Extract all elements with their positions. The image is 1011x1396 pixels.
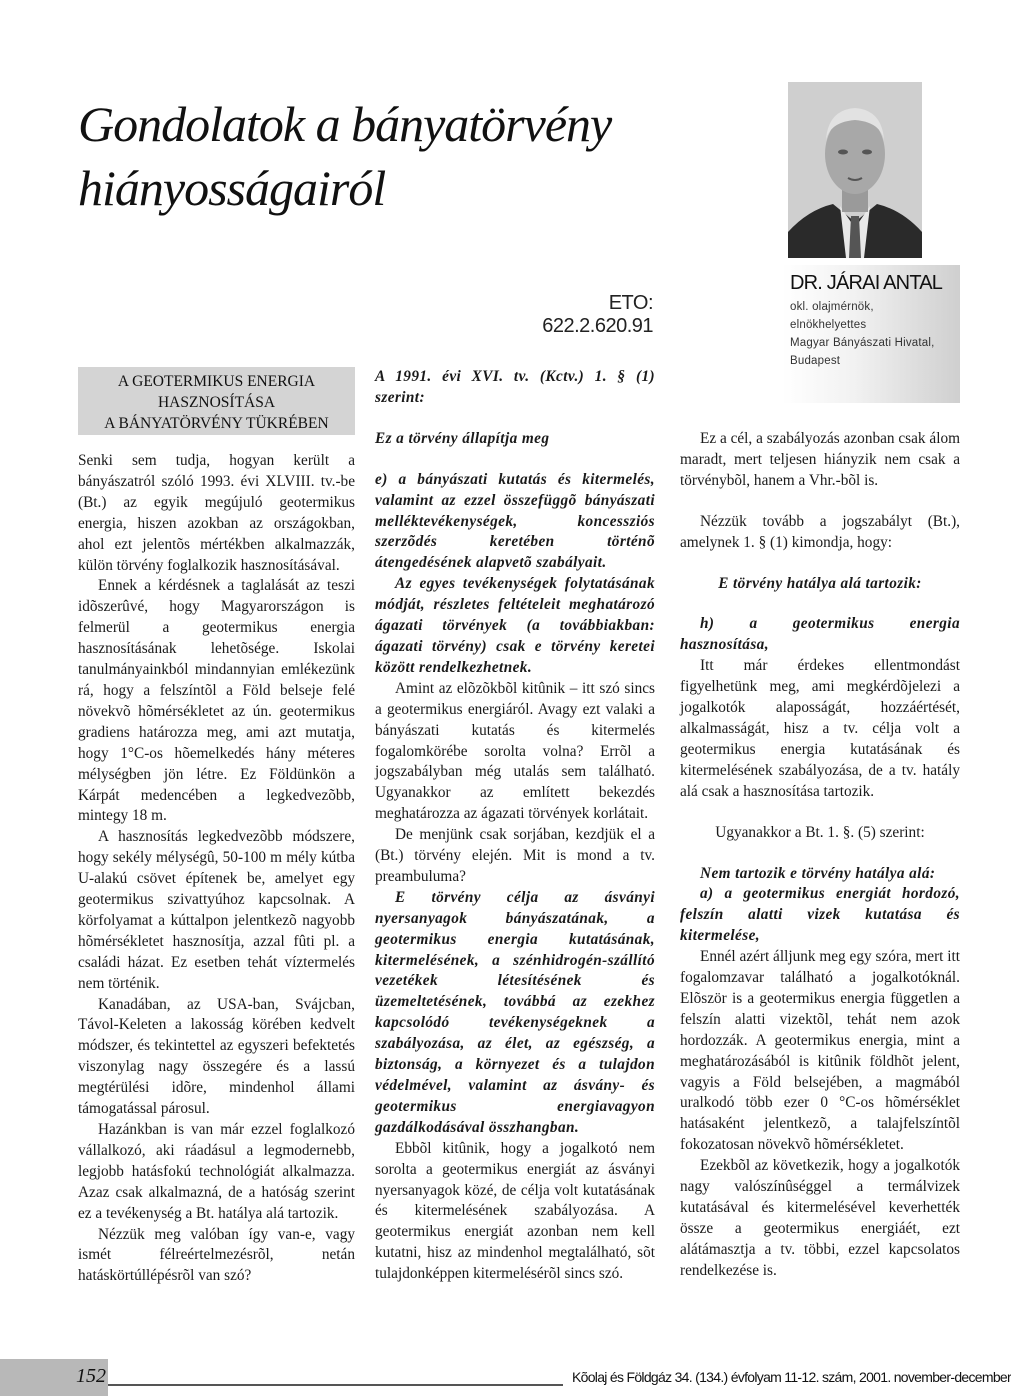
law-intro: A 1991. évi XVI. tv. (Kctv.) 1. § (1) szerint: bbox=[375, 368, 655, 406]
section-heading-line: A BÁNYATÖRVÉNY TÜKRÉBEN bbox=[104, 415, 329, 432]
paragraph: Itt már érdekes ellentmondást figyelhetünk meg, ami megkérdõjelezi a jogalkotók alaposságát, hozzáértését, alkalmasságát, hisz a tv. célja volt a geotermikus energia kutatásának és kitermelésének szabályozása, de a tv. hatály alá csak a hasznosítása tartozik. bbox=[680, 657, 960, 800]
page-number: 152 bbox=[76, 1365, 106, 1387]
column-2 bbox=[375, 367, 655, 1285]
journal-citation: Kõolaj és Földgáz 34. (134.) évfolyam 11-12. szám, 2001. november-december bbox=[572, 1369, 1011, 1385]
law-quote: a) a geotermikus energiát hordozó, felszín alatti vizek kutatása és kitermelése, bbox=[680, 885, 960, 945]
author-name: DR. JÁRAI ANTAL bbox=[790, 272, 943, 294]
law-quote: E törvény hatálya alá tartozik: bbox=[718, 574, 922, 592]
law-quote: Nem tartozik e törvény hatálya alá: bbox=[700, 864, 936, 882]
affiliation-line: okl. olajmérnök, bbox=[790, 301, 874, 313]
column-1 bbox=[78, 451, 355, 1287]
author-photo bbox=[788, 82, 922, 258]
title-line-1: Gondolatok a bányatörvény bbox=[78, 96, 612, 152]
udc-code: ETO: 622.2.620.91 bbox=[542, 292, 653, 337]
section-heading-box bbox=[78, 367, 355, 435]
paragraph: Nézzük tovább a jogszabályt (Bt.), amelynek 1. § (1) kimondja, hogy: bbox=[680, 512, 960, 551]
paragraph: Nézzük meg valóban így van-e, vagy ismét félreértelmezésrõl, netán hatáskörtúllépésrõl van szó? bbox=[78, 1225, 355, 1285]
affiliation-line: Budapest bbox=[790, 355, 841, 367]
affiliation-line: elnökhelyettes bbox=[790, 319, 867, 331]
paragraph: Kanadában, az USA-ban, Svájcban, Távol-Keleten a lakosság körében kedvelt módszer, és tekintettel az egyszeri befektetés viszonylag nagy összegére és a lassú megtérülési idõre, mindenhol állami támogatással párosul. bbox=[78, 995, 355, 1118]
paragraph: Ugyanakkor a Bt. 1. §. (5) szerint: bbox=[715, 823, 925, 841]
paragraph: Amint az elõzõkbõl kitûnik – itt szó sincs a geotermikus energiáról. Avagy ezt valaki a bányászati kutatás és kitermelés fogalomkörébe sorolta volna? Errõl a jogszabályban még utalás sem található. Ugyanakkor az említett bekezdés meghatározza az ágazati törvények korlátait. bbox=[375, 679, 655, 823]
paragraph: Hazánkban is van már ezzel foglalkozó vállalkozó, aki ráadásul a legmodernebb, legjobb hatásfokú technológiát alkalmazza. Azaz csak alkalmazná, de a hatóság szerint ez a tevékenység a Bt. hatálya alá tartozik. bbox=[78, 1121, 355, 1222]
column-3 bbox=[680, 429, 960, 1282]
footer-rule bbox=[108, 1384, 563, 1386]
section-heading-line: A GEOTERMIKUS ENERGIA bbox=[117, 373, 316, 390]
paragraph: Ebbõl kitûnik, hogy a jogalkotó nem sorolta a geotermikus energiát az ásványi nyersanyagok közé, de célja volt kutatásának és kitermelésének szabályozása. A geotermikus energiát azonban nem kell kutatni, hisz az mindenhol megtalálható, sõt tulajdonképpen kitermelésérõl sincs szó. bbox=[375, 1139, 655, 1283]
paragraph: Ez a cél, a szabályozás azonban csak álom maradt, mert teljesen hiányzik nem csak a törvénybõl, hanem a Vhr.-bõl is. bbox=[680, 430, 960, 489]
law-quote-preamble: E törvény célja az ásványi nyersanyagok bányászatának, a geotermikus energia kutatásának, kitermelésének, a szénhidrogén-szállító vezetékek létesítésének és üzemeltetésének, továbbá az ezekhez kapcsolódó tevékenységeknek a szabályozása, az élet, az egészség, a biztonság, a környezet és a tulajdon védelmével, valamint az ásvány- és geotermikus energiavagyon gazdálkodásával összhangban. bbox=[375, 888, 655, 1136]
page-number-tab bbox=[0, 1359, 108, 1396]
article-title bbox=[78, 92, 638, 220]
affiliation-line: Magyar Bányászati Hivatal, bbox=[790, 337, 935, 349]
paragraph: Ennél azért álljunk meg egy szóra, mert itt fogalomzavar található a jogalkotóknál. Elõször is a geotermikus energia független a felszín alatti vizektõl, tehát nem azok hordozzák. A geotermikus energia, mint a meghatározásából is kitûnik földhõt jelent, vagyis a Föld belsejében, a magmából uralkodó több ezer 0 °C-os hõmérséklet hatásaként jelentkezõ, a talajfelszíntõl fokozatosan növekvõ hõmérsékletet. bbox=[680, 948, 960, 1154]
paragraph: Ezekbõl az következik, hogy a jogalkotók nagy valószínûséggel a termálvizek kutatásával és kitermelésével keverhették össze a geotermikus energiáét, ezt alátámasztja a tv. többi, ezzel kapcsolatos rendelkezése is. bbox=[680, 1157, 960, 1279]
paragraph: Ennek a kérdésnek a taglalását az teszi idõszerûvé, hogy Magyarországon is felmerül a geotermikus energia hasznosításának lehetõsége. Iskolai tanulmányainkból mindannyian emlékezünk rá, hogy a felszíntõl a Föld belseje felé növekvõ hõmérsékletet az ún. geotermikus gradiens határozza meg, ami azt mutatja, hogy 1°C-os hõemelkedés hány méteres mélységben jön létre. Ez Földünkön a Kárpát medencében a legkedvezõbb, mintegy 18 m. bbox=[78, 577, 355, 825]
law-quote-e: e) a bányászati kutatás és kitermelés, valamint az ezzel összefüggõ bányászati melléktevékenységek, koncessziós szerzõdés keretében történõ átengedésének alapvetõ szabályait. bbox=[375, 470, 655, 572]
author-portrait-image bbox=[788, 82, 922, 258]
law-quote-detail: Az egyes tevékenységek folytatásának módját, részletes feltételeit meghatározó ágazati törvények (a továbbiakban: ágazati törvény) csak e törvény keretei között rendelkezhetnek. bbox=[375, 575, 655, 676]
author-affiliation bbox=[790, 298, 950, 370]
paragraph: De menjünk csak sorjában, kezdjük el a (Bt.) törvény elején. Mit is mond a tv. preambuluma? bbox=[375, 826, 655, 885]
law-quote-lead: Ez a törvény állapítja meg bbox=[375, 429, 550, 447]
section-heading-line: HASZNOSÍTÁSA bbox=[157, 394, 276, 411]
title-line-2: hiányosságairól bbox=[78, 160, 386, 216]
law-quote: h) a geotermikus energia hasznosítása, bbox=[680, 615, 960, 654]
paragraph: A hasznosítás legkedvezõbb módszere, hogy sekély mélységû, 50-100 m mély kútba U-alakú csövet építenek be, amelyet egy geotermikus szivattyúhoz kapcsolnak. A körfolyamat a kúttalpon jelentkezõ nagyobb hõmérsékletet hasznosítja, azzal fûti pl. a családi házat. Ez esetben tehát víztermelés nem történik. bbox=[78, 828, 355, 992]
paragraph: Senki sem tudja, hogyan került a bányászatról szóló 1993. évi XLVIII. tv.-be (Bt.) az egyik megújuló geotermikus energia, hiszen azokban az országokban, ahol ezt jelentõs mértékben alkalmazzák, külön törvény foglalkozik hasznosításával. bbox=[78, 452, 355, 574]
